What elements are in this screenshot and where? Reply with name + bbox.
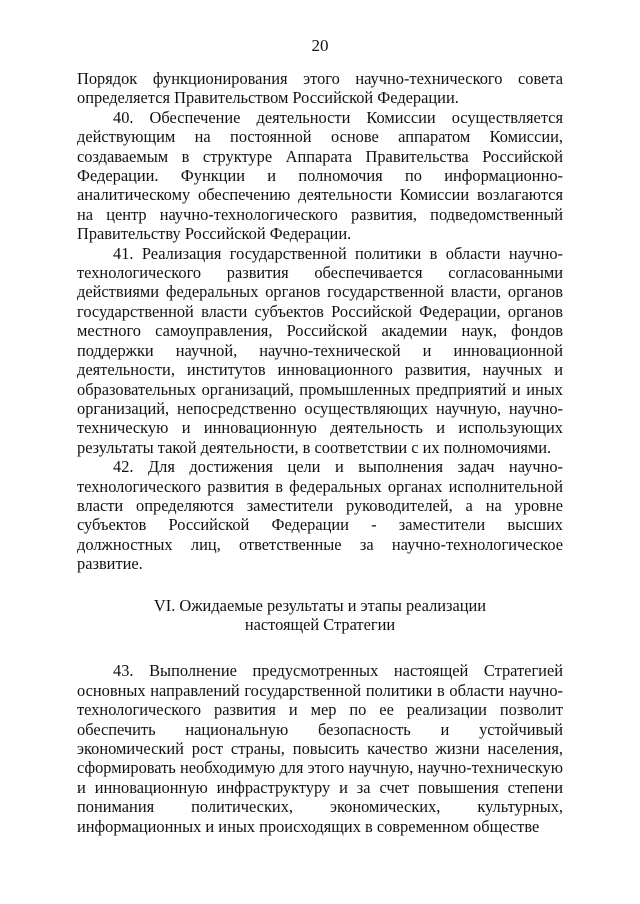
paragraph-intro: Порядок функционирования этого научно-технического совета определяется Правительством Российской Федерации. <box>77 69 563 108</box>
document-body <box>77 69 563 836</box>
section-heading-line-2: настоящей Стратегии <box>244 614 396 634</box>
paragraph-42: 42. Для достижения цели и выполнения задач научно-технологического развития в федеральных органах исполнительной власти определяются заместители руководителей, а на уровне субъектов Российской Федерации - заместители высших должностных лиц, ответственные за научно-технологическое развитие. <box>77 457 563 574</box>
paragraph-41: 41. Реализация государственной политики в области научно-технологического развития обеспечивается согласованными действиями федеральных органов государственной власти, органов государственной власти субъектов Российской Федерации, органов местного самоуправления, Российской академии наук, фондов поддержки научной, научно-технической и инновационной деятельности, институтов инновационного развития, научных и образовательных организаций, промышленных предприятий и иных организаций, непосредственно осуществляющих научную, научно-техническую и инновационную деятельность и использующих результаты такой деятельности, в соответствии с их полномочиями. <box>77 243 563 457</box>
section-heading-line-1: VI. Ожидаемые результаты и этапы реализации <box>153 595 487 615</box>
paragraph-43: 43. Выполнение предусмотренных настоящей Стратегией основных направлений государственной политики в области научно-технологического развития и мер по ее реализации позволит обеспечить национальную безопасность и устойчивый экономический рост страны, повысить качество жизни населения, сформировать необходимую для этого научную, научно-техническую и инновационную инфраструктуру и за счет повышения степени понимания политических, экономических, культурных, информационных и иных происходящих в современном обществе <box>77 661 563 836</box>
paragraph-40: 40. Обеспечение деятельности Комиссии осуществляется действующим на постоянной основе аппаратом Комиссии, создаваемым в структуре Аппарата Правительства Российской Федерации. Функции и полномочия по информационно-аналитическому обеспечению деятельности Комиссии возлагаются на центр научно-технологического развития, подведомственный Правительству Российской Федерации. <box>77 107 563 244</box>
section-heading <box>77 596 563 635</box>
page-number: 20 <box>311 36 329 55</box>
